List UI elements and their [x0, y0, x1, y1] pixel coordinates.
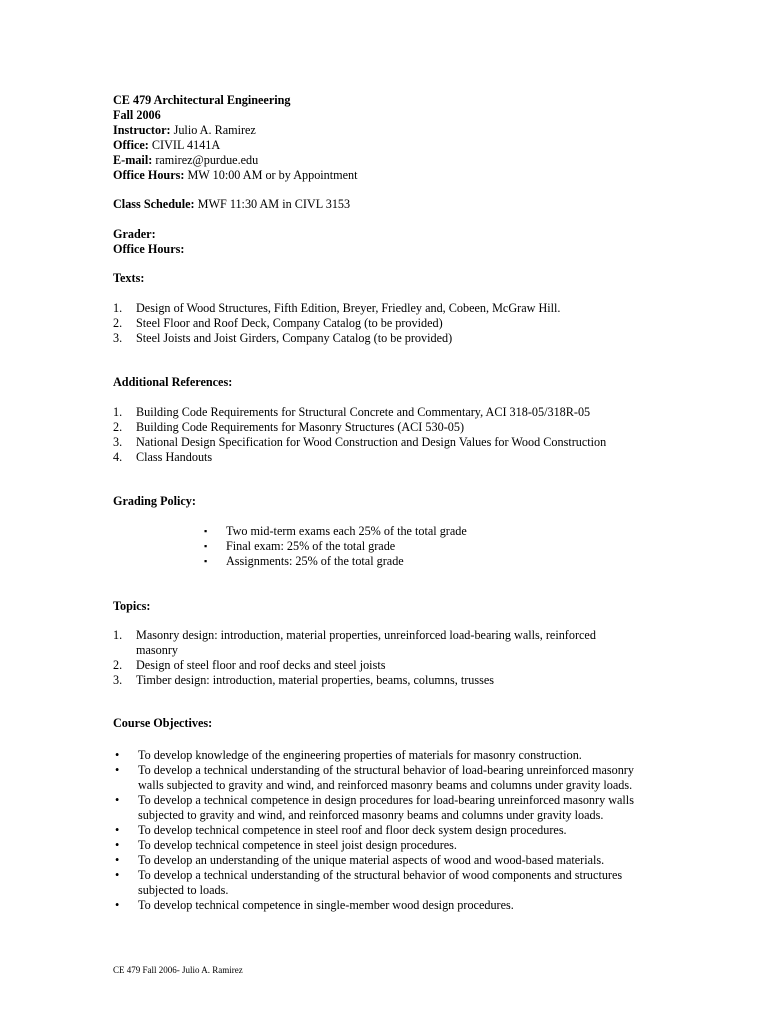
bullet-icon: •: [115, 868, 120, 882]
list-item: • To develop knowledge of the engineering properties of materials for masonry construction.: [115, 748, 582, 762]
list-item: 1. Masonry design: introduction, material properties, unreinforced load-bearing walls, reinforced: [113, 628, 596, 642]
list-item: • To develop a technical competence in design procedures for load-bearing unreinforced masonry walls: [115, 793, 634, 807]
topics-list: 1. Masonry design: introduction, material properties, unreinforced load-bearing walls, reinforced masonry 2. Design of steel floor and roof decks and steel joists 3. Timber design: introduction, material properties, beams, columns, trusses: [0, 628, 768, 688]
references-heading: Additional References:: [113, 375, 233, 389]
office-line: Office: CIVIL 4141A: [113, 138, 221, 152]
objectives-list: • To develop knowledge of the engineering properties of materials for masonry construction. • To develop a technical understanding of the structural behavior of load-bearing unreinforced masonry walls subjected to gravity and wind, and reinforced masonry beams and columns under gravity loads. • To develop a technical competence in design procedures for load-bearing unreinforced masonry walls subjected to gravity and wind, and reinforced masonry beams and columns under gravity loads. • To develop technical competence in steel roof and floor deck system design procedures. • To develop technical competence in steel joist design procedures. • To develop an understanding of the unique material aspects of wood and wood-based materials. • To develop a technical understanding of the structural behavior of wood components and structures subjected to loads. • To develop technical competence in single-member wood design procedures.: [0, 748, 768, 913]
list-item: 2. Design of steel floor and roof decks and steel joists: [113, 658, 386, 672]
instructor-name: Julio A. Ramirez: [170, 123, 256, 137]
list-item: • To develop technical competence in single-member wood design procedures.: [115, 898, 514, 912]
list-item: • To develop technical competence in steel roof and floor deck system design procedures.: [115, 823, 567, 837]
bullet-icon: •: [115, 823, 120, 837]
list-item: • To develop a technical understanding of the structural behavior of load-bearing unreinforced masonry: [115, 763, 634, 777]
grader-block: [113, 227, 673, 257]
term: Fall 2006: [113, 108, 161, 122]
objectives-heading: Course Objectives:: [113, 716, 213, 730]
list-item: 3. Steel Joists and Joist Girders, Company Catalog (to be provided): [113, 331, 453, 345]
grader-office-hours-label: Office Hours:: [113, 242, 185, 256]
grading-list: [0, 524, 768, 569]
list-item: • To develop technical competence in steel joist design procedures.: [115, 838, 457, 852]
topics-heading: Topics:: [113, 599, 151, 613]
list-item: ▪ Two mid-term exams each 25% of the total grade: [204, 524, 467, 538]
list-item: 4. Class Handouts: [113, 450, 213, 464]
list-item: ▪ Final exam: 25% of the total grade: [204, 539, 396, 553]
square-bullet-icon: ▪: [204, 526, 208, 536]
grading-heading: Grading Policy:: [113, 494, 196, 508]
bullet-icon: •: [115, 898, 120, 912]
list-item: 2. Building Code Requirements for Masonry Structures (ACI 530-05): [113, 420, 464, 434]
office-hours-line: Office Hours: MW 10:00 AM or by Appointment: [113, 168, 358, 182]
bullet-icon: •: [115, 763, 120, 777]
header-block: [113, 93, 673, 183]
page-footer: CE 479 Fall 2006- Julio A. Ramirez: [113, 965, 243, 975]
list-item: ▪ Assignments: 25% of the total grade: [204, 554, 404, 568]
grader-label: Grader:: [113, 227, 156, 241]
list-item: 3. National Design Specification for Wood Construction and Design Values for Wood Construction: [113, 435, 607, 449]
list-item: 2. Steel Floor and Roof Deck, Company Catalog (to be provided): [113, 316, 443, 330]
office-value: CIVIL 4141A: [148, 138, 221, 152]
texts-heading: Texts:: [113, 271, 145, 285]
bullet-icon: •: [115, 838, 120, 852]
references-list: [0, 405, 768, 465]
email-value: ramirez@purdue.edu: [152, 153, 259, 167]
square-bullet-icon: ▪: [204, 541, 208, 551]
class-schedule-value: MWF 11:30 AM in CIVL 3153: [194, 197, 351, 211]
texts-list: [0, 301, 768, 346]
list-item: • To develop an understanding of the unique material aspects of wood and wood-based materials.: [115, 853, 605, 867]
course-title: CE 479 Architectural Engineering: [113, 93, 291, 107]
office-hours-value: MW 10:00 AM or by Appointment: [184, 168, 358, 182]
bullet-icon: •: [115, 853, 120, 867]
bullet-icon: •: [115, 793, 120, 807]
list-item: 1. Building Code Requirements for Structural Concrete and Commentary, ACI 318-05/318R-05: [113, 405, 591, 419]
instructor-line: Instructor: Julio A. Ramirez: [113, 123, 256, 137]
list-item: 1. Design of Wood Structures, Fifth Edition, Breyer, Friedley and, Cobeen, McGraw Hill.: [113, 301, 561, 315]
square-bullet-icon: ▪: [204, 556, 208, 566]
list-item: 3. Timber design: introduction, material properties, beams, columns, trusses: [113, 673, 495, 687]
list-item: • To develop a technical understanding of the structural behavior of wood components and structures: [115, 868, 623, 882]
email-line: E-mail: ramirez@purdue.edu: [113, 153, 259, 167]
bullet-icon: •: [115, 748, 120, 762]
class-schedule-line: Class Schedule: MWF 11:30 AM in CIVL 3153: [113, 197, 351, 211]
